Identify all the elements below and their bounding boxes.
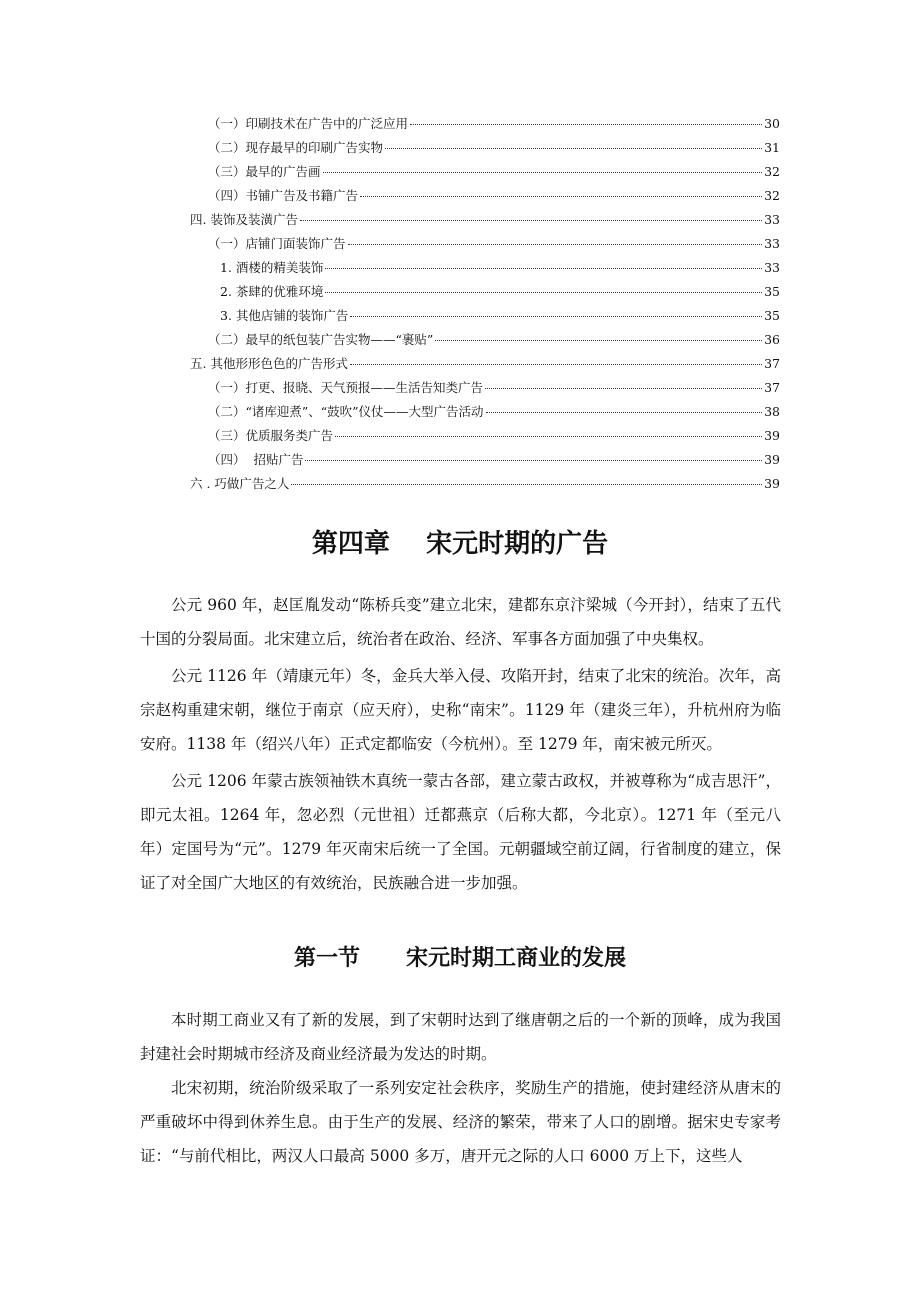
toc-entry[interactable] — [190, 476, 780, 492]
toc-entry[interactable] — [190, 356, 780, 372]
toc-entry-page: 30 — [764, 116, 780, 131]
toc-entry[interactable] — [208, 404, 780, 420]
toc-entry-page: 37 — [764, 356, 780, 371]
toc-entry[interactable] — [208, 140, 780, 156]
toc-leader-dots — [335, 436, 762, 437]
toc-entry[interactable] — [190, 212, 780, 228]
toc-leader-dots — [305, 460, 762, 461]
toc-leader-dots — [325, 268, 762, 269]
toc-entry[interactable] — [208, 164, 780, 180]
toc-entry-page: 33 — [764, 236, 780, 251]
toc-entry-label: 3. 其他店铺的装饰广告 — [220, 308, 349, 323]
chapter-paragraph: 公元 1206 年蒙古族领袖铁木真统一蒙古各部，建立蒙古政权，并被尊称为“成吉思汗”，即元太祖。1264 年，忽必烈（元世祖）迁都燕京（后称大都，今北京）。1271 年（至元八年）定国号为“元”。1279 年灭南宋后统一了全国。元朝疆域空前辽阔，行省制度的建立，保证了对全国广大地区的有效统治，民族融合进一步加强。 — [140, 772, 781, 892]
toc-entry[interactable] — [208, 188, 780, 204]
toc-entry[interactable] — [208, 452, 780, 468]
toc-leader-dots — [325, 292, 762, 293]
chapter-paragraph: 公元 960 年，赵匡胤发动“陈桥兵变”建立北宋，建都东京汴梁城（今开封），结束了五代十国的分裂局面。北宋建立后，统治者在政治、经济、军事各方面加强了中央集权。 — [140, 596, 781, 648]
toc-entry-label: （二）“诸库迎煮”、“鼓吹”仪仗——大型广告活动 — [208, 404, 484, 419]
toc-entry[interactable] — [220, 284, 780, 300]
toc-leader-dots — [350, 316, 762, 317]
chapter-title: 第四章 宋元时期的广告 — [311, 529, 609, 559]
toc-entry-label: （四） 招贴广告 — [208, 452, 304, 467]
toc-entry[interactable] — [208, 380, 780, 396]
toc-entry-page: 35 — [764, 308, 780, 323]
toc-entry-label: 五. 其他形形色色的广告形式 — [190, 356, 348, 371]
section-title: 第一节 宋元时期工商业的发展 — [294, 946, 626, 971]
toc-entry-label: 1. 酒楼的精美装饰 — [220, 260, 324, 275]
toc-entry[interactable] — [208, 332, 780, 348]
toc-entry-label: （三）最早的广告画 — [208, 164, 321, 179]
toc-entry-label: 2. 茶肆的优雅环境 — [220, 284, 324, 299]
toc-entry[interactable] — [208, 116, 780, 132]
toc-entry-page: 39 — [764, 476, 780, 491]
section-paragraph: 本时期工商业又有了新的发展，到了宋朝时达到了继唐朝之后的一个新的顶峰，成为我国封建社会时期城市经济及商业经济最为发达的时期。 — [140, 1011, 781, 1063]
toc-leader-dots — [350, 364, 762, 365]
toc-entry-label: （二）现存最早的印刷广告实物 — [208, 140, 384, 155]
section-paragraph: 北宋初期，统治阶级采取了一系列安定社会秩序，奖励生产的措施，使封建经济从唐末的严重破坏中得到休养生息。由于生产的发展、经济的繁荣，带来了人口的剧增。据宋史专家考证：“与前代相比，两汉人口最高 5000 多万，唐开元之际的人口 6000 万上下，这些人 — [140, 1079, 781, 1165]
toc-leader-dots — [348, 244, 763, 245]
toc-entry-page: 32 — [764, 164, 780, 179]
toc-entry-page: 38 — [764, 404, 780, 419]
toc-entry-page: 31 — [764, 140, 780, 155]
toc-leader-dots — [323, 172, 763, 173]
toc-entry-label: （一）店铺门面装饰广告 — [208, 236, 346, 251]
toc-entry-page: 37 — [764, 380, 780, 395]
toc-leader-dots — [360, 196, 762, 197]
toc-leader-dots — [291, 484, 762, 485]
toc-entry-page: 39 — [764, 428, 780, 443]
toc-entry[interactable] — [208, 428, 780, 444]
toc-entry-page: 32 — [764, 188, 780, 203]
toc-leader-dots — [435, 340, 762, 341]
toc-leader-dots — [385, 148, 762, 149]
toc-entry-label: （三）优质服务类广告 — [208, 428, 334, 443]
toc-leader-dots — [485, 388, 762, 389]
chapter-paragraph: 公元 1126 年（靖康元年）冬，金兵大举入侵、攻陷开封，结束了北宋的统治。次年，高宗赵构重建宋朝，继位于南京（应天府），史称“南宋”。1129 年（建炎三年），升杭州府为临安府。1138 年（绍兴八年）正式定都临安（今杭州）。至 1279 年，南宋被元所灭。 — [140, 667, 781, 753]
toc-entry[interactable] — [220, 308, 780, 324]
toc-entry-label: （二）最早的纸包装广告实物——“裹贴” — [208, 332, 434, 347]
toc-entry-page: 33 — [764, 260, 780, 275]
toc-leader-dots — [300, 220, 762, 221]
toc-entry-label: （一）印刷技术在广告中的广泛应用 — [208, 116, 409, 131]
toc-entry-label: 四. 装饰及装潢广告 — [190, 212, 298, 227]
toc-entry-page: 33 — [764, 212, 780, 227]
toc-entry-label: 六 . 巧做广告之人 — [190, 476, 290, 491]
toc-entry-label: （四）书铺广告及书籍广告 — [208, 188, 359, 203]
toc-entry[interactable] — [208, 236, 780, 252]
toc-leader-dots — [486, 412, 763, 413]
toc-entry-page: 39 — [764, 452, 780, 467]
toc-entry-label: （一）打更、报晓、天气预报——生活告知类广告 — [208, 380, 484, 395]
toc-entry-page: 35 — [764, 284, 780, 299]
toc-entry-page: 36 — [764, 332, 780, 347]
toc-leader-dots — [410, 124, 762, 125]
toc-entry[interactable] — [220, 260, 780, 276]
